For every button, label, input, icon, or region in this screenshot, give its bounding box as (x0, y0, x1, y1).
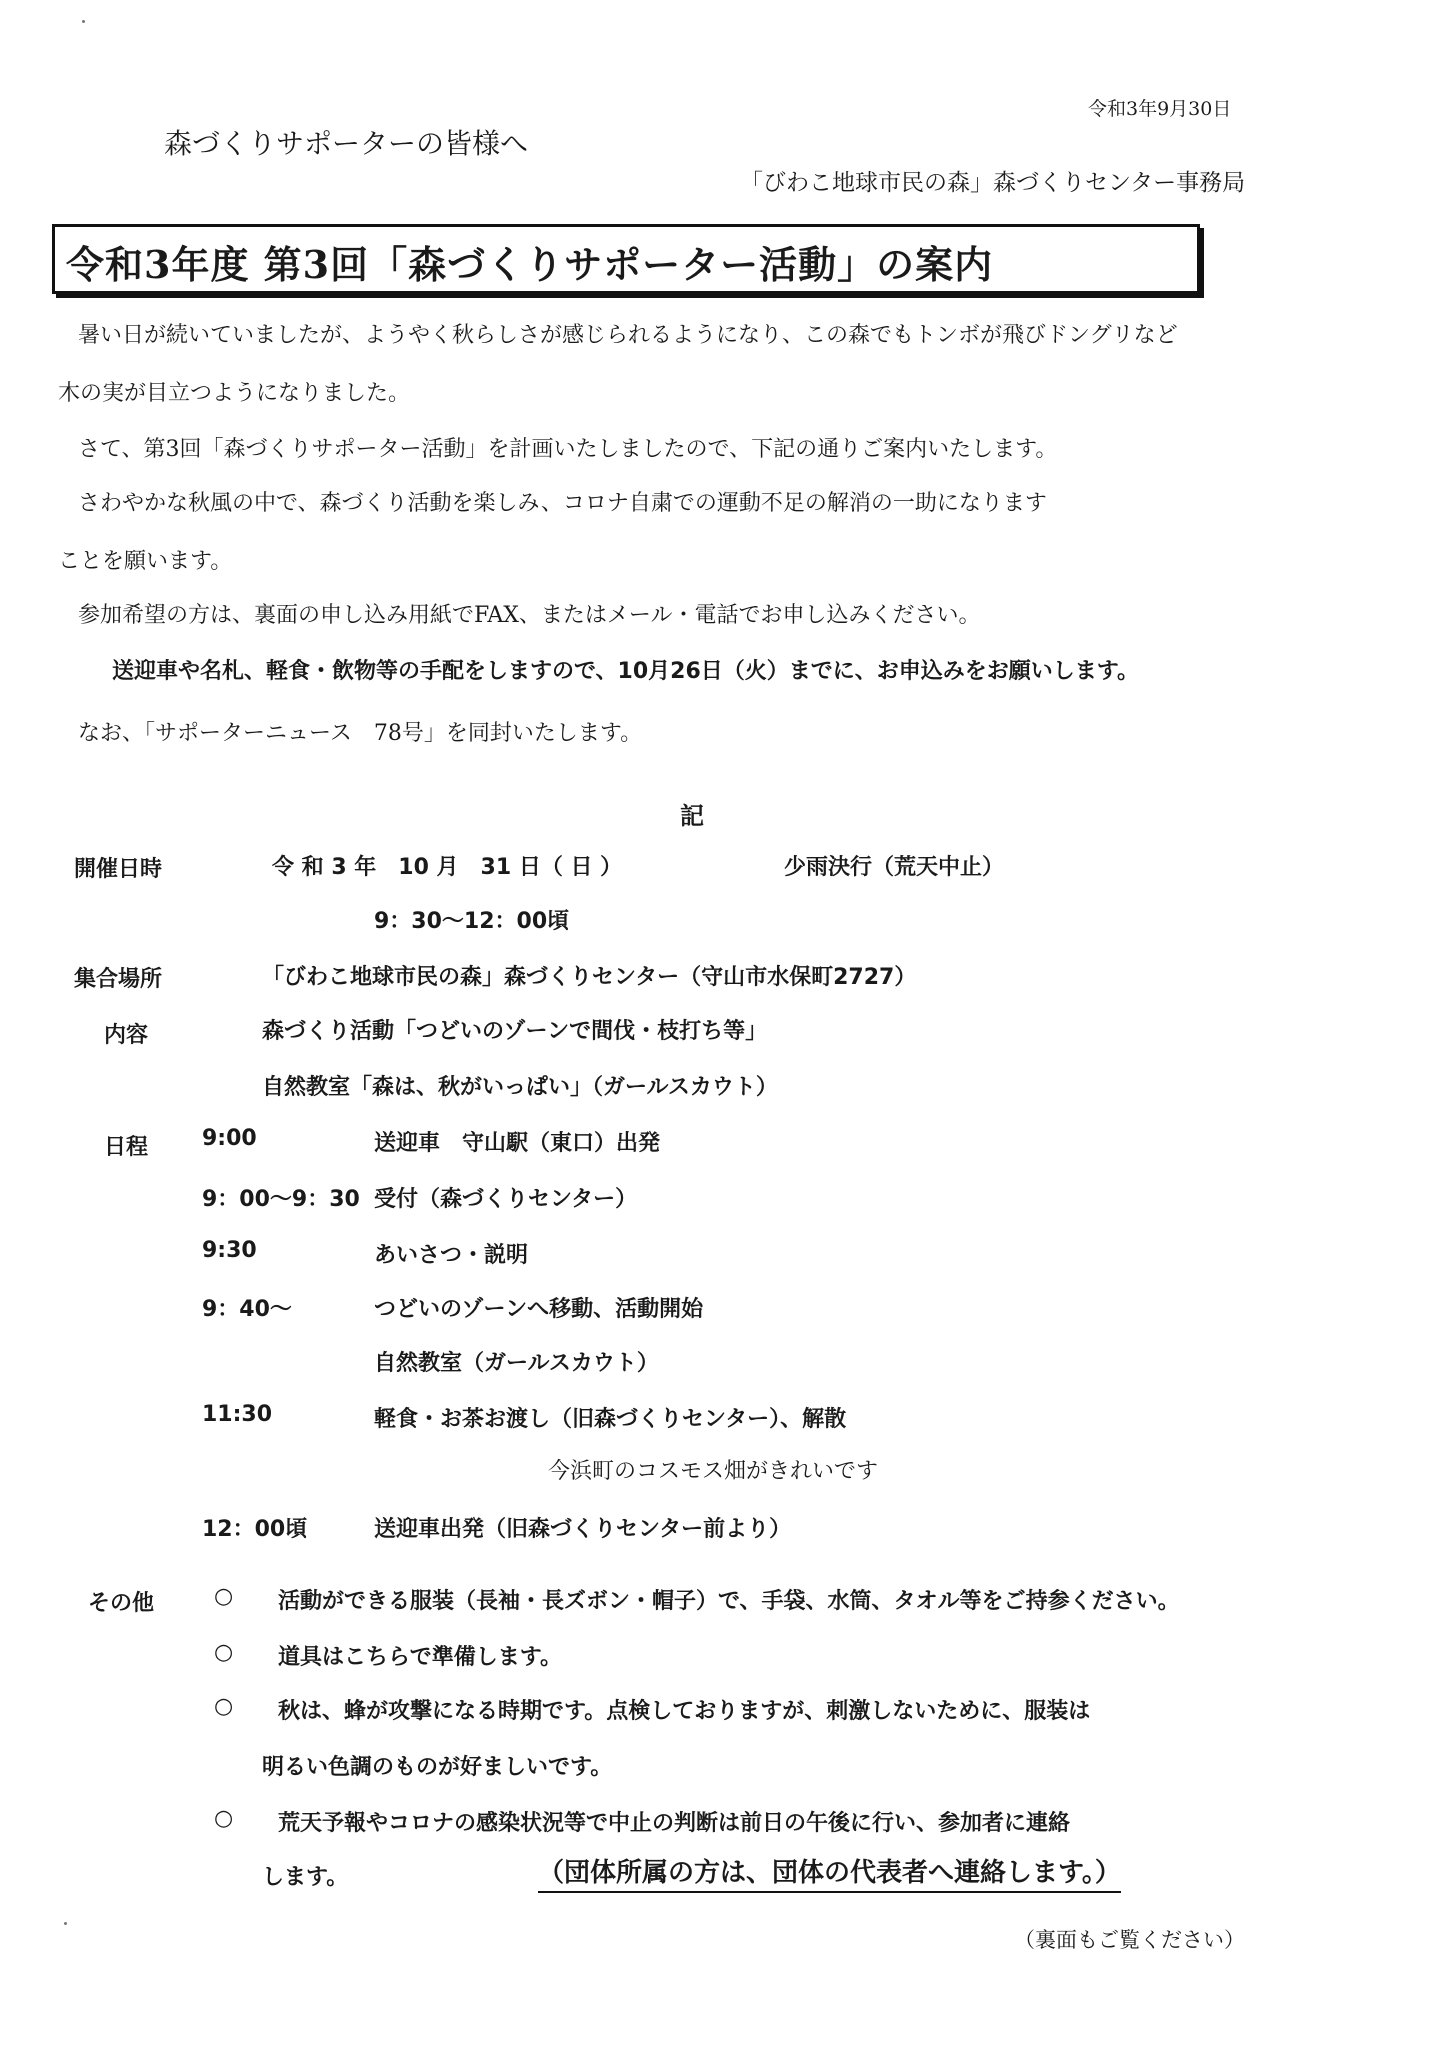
time-value: 9：30～12：00頃 (374, 909, 570, 934)
other-item-4-line-2: します。 (262, 1865, 349, 1890)
schedule-time: 9：40～ (202, 1297, 292, 1322)
paragraph-2: さて、第3回「森づくりサポーター活動」を計画いたしましたので、下記の通りご案内いたします。 (78, 437, 1058, 462)
group-contact-note: （団体所属の方は、団体の代表者へ連絡します。） (538, 1852, 1121, 1893)
deadline-notice: 送迎車や名札、軽食・飲物等の手配をしますので、10月26日（火）までに、お申込みをお願いします。 (112, 659, 1140, 684)
salutation: 森づくりサポーターの皆様へ (164, 127, 529, 160)
bullet-circle: ○ (214, 1806, 234, 1831)
other-item-2: 道具はこちらで準備します。 (278, 1645, 563, 1670)
content-item-2: 自然教室「森は、秋がいっぱい」（ガールスカウト） (262, 1075, 778, 1100)
schedule-time: 9:00 (202, 1126, 257, 1151)
cosmos-note: 今浜町のコスモス畑がきれいです (548, 1459, 879, 1484)
other-label: その他 (88, 1591, 155, 1616)
paragraph-1-line-2: 木の実が目立つようになりました。 (58, 381, 411, 406)
other-item-4-line-1: 荒天予報やコロナの感染状況等で中止の判断は前日の午後に行い、参加者に連絡 (278, 1811, 1071, 1836)
date-label: 開催日時 (74, 857, 163, 882)
content-label: 内容 (104, 1023, 149, 1048)
paragraph-4: 参加希望の方は、裏面の申し込み用紙でFAX、またはメール・電話でお申し込みください。 (78, 603, 981, 628)
schedule-time: 9：00～9：30 (202, 1187, 360, 1212)
schedule-desc: つどいのゾーンへ移動、活動開始 (374, 1297, 704, 1322)
schedule-desc: 送迎車 守山駅（東口）出発 (374, 1131, 661, 1156)
bullet-circle: ○ (214, 1584, 234, 1609)
sender: 「びわこ地球市民の森」森づくりセンター事務局 (740, 170, 1246, 196)
scan-speck (64, 1922, 67, 1925)
other-item-1: 活動ができる服装（長袖・長ズボン・帽子）で、手袋、水筒、タオル等をご持参ください。 (278, 1589, 1180, 1614)
bullet-circle: ○ (214, 1640, 234, 1665)
schedule-desc: 自然教室（ガールスカウト） (374, 1351, 659, 1376)
schedule-time: 12：00頃 (202, 1517, 308, 1542)
paragraph-3-line-1: さわやかな秋風の中で、森づくり活動を楽しみ、コロナ自粛での運動不足の解消の一助になります (78, 491, 1047, 516)
schedule-desc: 送迎車出発（旧森づくりセンター前より） (374, 1517, 792, 1542)
scan-speck (82, 20, 85, 23)
schedule-desc: 軽食・お茶お渡し（旧森づくりセンター）、解散 (374, 1407, 847, 1432)
page-title: 令和3年度 第3回「森づくりサポーター活動」の案内 (66, 242, 994, 287)
schedule-time: 9:30 (202, 1238, 257, 1263)
issue-date: 令和3年9月30日 (1088, 98, 1232, 120)
other-item-3-line-1: 秋は、蜂が攻撃になる時期です。点検しておりますが、刺激しないために、服装は (278, 1699, 1091, 1724)
schedule-time: 11:30 (202, 1402, 273, 1427)
place-value: 「びわこ地球市民の森」森づくりセンター（守山市水保町2727） (262, 965, 917, 990)
schedule-desc: あいさつ・説明 (374, 1243, 529, 1268)
bullet-circle: ○ (214, 1694, 234, 1719)
date-note: 少雨決行（荒天中止） (784, 855, 1005, 880)
paragraph-1-line-1: 暑い日が続いていましたが、ようやく秋らしさが感じられるようになり、この森でもトンボが飛びドングリなど (78, 323, 1178, 348)
footer-note: （裏面もご覧ください） (1014, 1928, 1245, 1952)
other-item-3-line-2: 明るい色調のものが好ましいです。 (262, 1755, 613, 1780)
content-item-1: 森づくり活動「つどいのゾーンで間伐・枝打ち等」 (262, 1019, 768, 1044)
ki-heading: 記 (680, 802, 704, 830)
place-label: 集合場所 (74, 967, 163, 992)
date-value: 令 和 3 年 10 月 31 日（ 日 ） (272, 855, 623, 880)
paragraph-6: なお、「サポーターニュース 78号」を同封いたします。 (78, 721, 643, 746)
schedule-desc: 受付（森づくりセンター） (374, 1187, 638, 1212)
paragraph-3-line-2: ことを願います。 (58, 549, 233, 574)
schedule-label: 日程 (104, 1135, 149, 1160)
